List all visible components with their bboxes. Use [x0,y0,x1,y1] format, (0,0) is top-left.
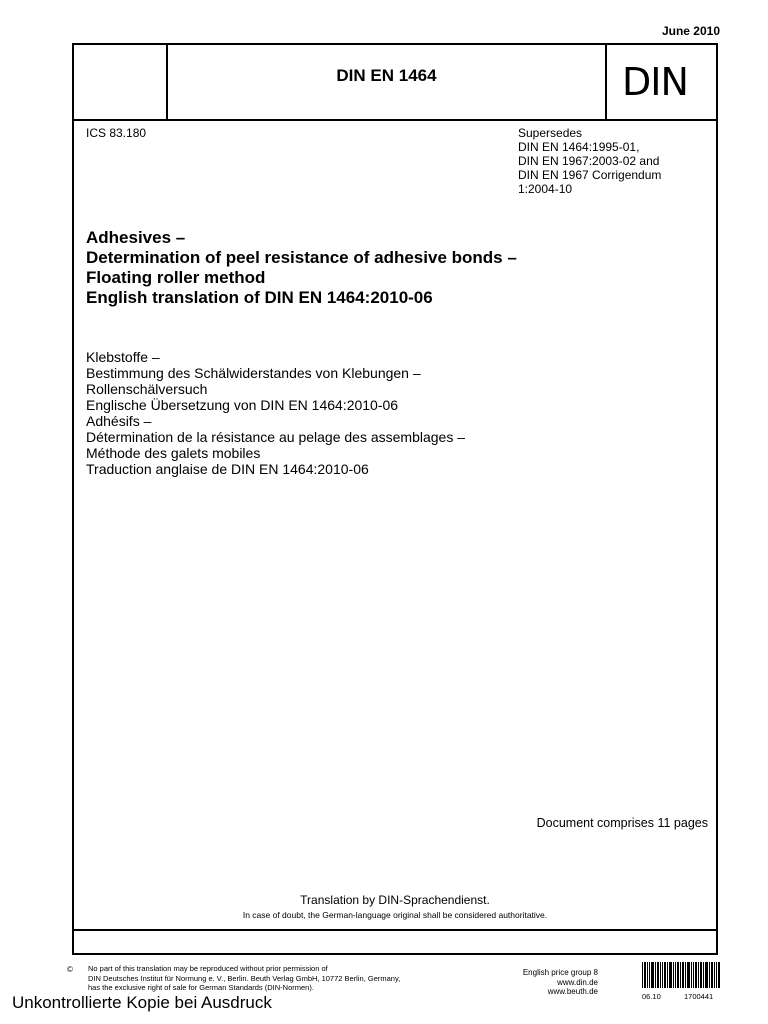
title-line: Détermination de la résistance au pelage des assemblages – [86,429,466,445]
price-info [480,968,598,997]
copyright-icon: © [67,965,73,974]
barcode-date: 06.10 [642,992,661,1001]
din-logo [622,60,688,102]
title-french [86,413,465,477]
title-german [86,349,421,413]
authority-note: In case of doubt, the German-language original shall be considered authoritative. [242,910,548,920]
title-line: English translation of DIN EN 1464:2010-06 [86,288,433,307]
supersedes-line: Supersedes [518,126,583,140]
supersedes-line: DIN EN 1967 Corrigendum [518,168,662,182]
publication-date: June 2010 [661,24,720,38]
price-group: English price group 8 [522,968,598,977]
copyright-notice [88,964,400,993]
translation-note: Translation by DIN-Sprachendienst. [300,893,490,907]
copyright-line: DIN Deutsches Institut für Normung e. V., Berlin. Beuth Verlag GmbH, 10772 Berlin, Germany, [88,973,401,983]
supersedes-line: 1:2004-10 [518,182,573,196]
title-line: Adhesives – [86,228,186,247]
barcode-number: 1700441 [684,992,714,1001]
title-line: Rollenschälversuch [86,381,208,397]
title-line: Adhésifs – [86,413,152,429]
title-line: Floating roller method [86,268,266,287]
page-count: Document comprises 11 pages [536,816,708,830]
title-english [86,228,517,308]
title-line: Englische Übersetzung von DIN EN 1464:2010-06 [86,397,399,413]
footer-divider [72,929,718,931]
title-line: Méthode des galets mobiles [86,445,261,461]
svg-text:DIN: DIN [622,60,688,102]
supersedes-block [518,126,661,196]
supersedes-line: DIN EN 1967:2003-02 and [518,154,660,168]
copyright-line: has the exclusive right of sale for German Standards (DIN-Normen). [88,983,314,992]
barcode [642,962,720,988]
title-line: Bestimmung des Schälwiderstandes von Klebungen – [86,365,421,381]
header-divider-right [605,43,607,121]
document-number: DIN EN 1464 [336,66,437,85]
title-line: Traduction anglaise de DIN EN 1464:2010-06 [86,461,369,477]
copyright-line: No part of this translation may be reproduced without prior permission of [88,964,328,973]
uncontrolled-copy-notice: Unkontrollierte Kopie bei Ausdruck [12,993,272,1012]
din-website-link[interactable]: www.din.de [557,977,598,987]
ics-code: ICS 83.180 [86,126,147,140]
title-line: Determination of peel resistance of adhesive bonds – [86,248,517,267]
header-divider-bottom [72,119,718,121]
supersedes-line: DIN EN 1464:1995-01, [518,140,640,154]
beuth-website-link[interactable]: www.beuth.de [547,987,598,996]
title-line: Klebstoffe – [86,349,160,365]
